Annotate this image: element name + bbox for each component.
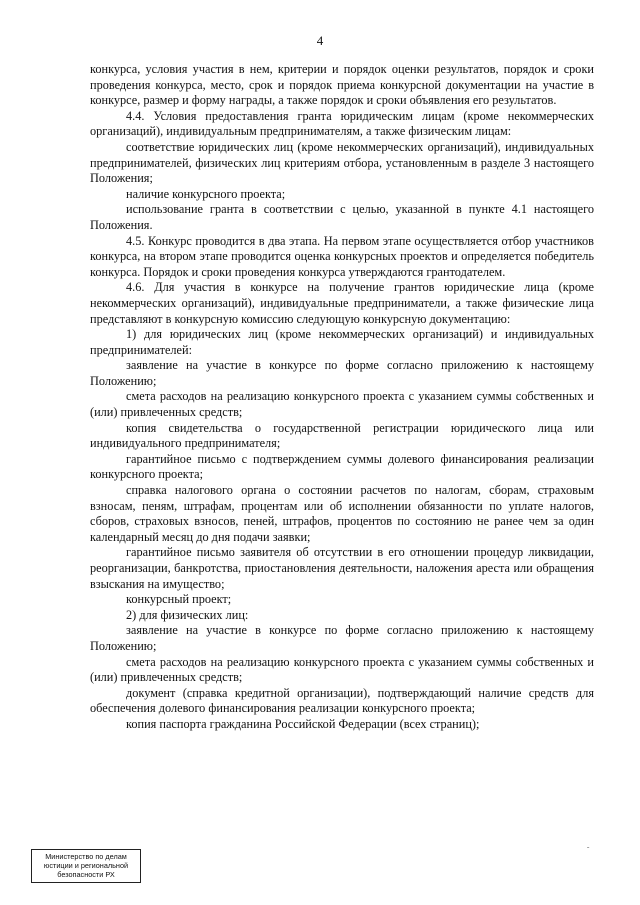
stamp-line: безопасности РХ (57, 870, 115, 879)
paragraph: документ (справка кредитной организации), подтверждающий наличие средств для обеспечения долевого финансирования реализации конкурсного проекта; (90, 685, 594, 716)
paragraph: гарантийное письмо с подтверждением суммы долевого финансирования реализации конкурсного проекта; (90, 451, 594, 482)
paragraph: 4.5. Конкурс проводится в два этапа. На первом этапе осуществляется отбор участников конкурса, на втором этапе проводится оценка конкурсных проектов и определяется победитель конкурса. Порядок и сроки проведения конкурса утверждаются грантодателем. (90, 233, 594, 279)
paragraph: копия паспорта гражданина Российской Федерации (всех страниц); (126, 716, 480, 731)
paragraph: смета расходов на реализацию конкурсного проекта с указанием суммы собственных и (или) привлеченных средств; (90, 389, 594, 420)
paragraph: копия свидетельства о государственной регистрации юридического лица или индивидуального предпринимателя; (90, 420, 594, 451)
paragraph: конкурсный проект; (126, 592, 232, 607)
scan-mark-icon: ˇ (587, 846, 590, 854)
document-body (90, 62, 594, 733)
paragraph: 1) для юридических лиц (кроме некоммерческих организаций) и индивидуальных предпринимателей: (90, 327, 594, 357)
paragraph: 4.6. Для участия в конкурсе на получение грантов юридические лица (кроме некоммерческих организаций), индивидуальные предприниматели, а также физические лица представляют в конкурсную комиссию следующую конкурсную документацию: (90, 280, 594, 326)
stamp-line: Министерство по делам (45, 852, 127, 861)
paragraph: использование гранта в соответствии с целью, указанной в пункте 4.1 настоящего Положения. (90, 202, 594, 232)
paragraph: гарантийное письмо заявителя об отсутствии в его отношении процедур ликвидации, реорганизации, банкротства, приостановления деятельности, наложения ареста или обращения взыскания на имущество; (90, 545, 594, 591)
paragraph: 4.4. Условия предоставления гранта юридическим лицам (кроме некоммерческих организаций), индивидуальным предпринимателям, а также физическим лицам: (90, 108, 594, 139)
paragraph: 2) для физических лиц: (126, 607, 249, 622)
paragraph: справка налогового органа о состоянии расчетов по налогам, сборам, страховым взносам, пеням, штрафам, процентам или об исполнении обязанности по уплате налогов, сборов, страховых взносов, пеней, штрафов, процентов по состоянию не ранее чем за один календарный месяц до дня подачи заявки; (90, 483, 594, 544)
paragraph: заявление на участие в конкурсе по форме согласно приложению к настоящему Положению; (90, 623, 594, 653)
paragraph: наличие конкурсного проекта; (126, 186, 286, 201)
ministry-stamp (31, 849, 141, 883)
stamp-line: юстиции и региональной (43, 861, 129, 870)
paragraph: соответствие юридических лиц (кроме некоммерческих организаций), индивидуальных предпринимателей, физических лиц критериям отбора, установленным в разделе 3 настоящего Положения; (90, 139, 594, 186)
paragraph: конкурса, условия участия в нем, критерии и порядок оценки результатов, порядок и сроки проведения конкурса, место, срок и порядок приема конкурсной документации на участие в конкурсе, размер и форму награды, а также порядок и сроки объявления его результатов. (90, 62, 594, 108)
page-number: 4 (316, 33, 324, 48)
paragraph: смета расходов на реализацию конкурсного проекта с указанием суммы собственных и (или) привлеченных средств; (90, 654, 594, 685)
paragraph: заявление на участие в конкурсе по форме согласно приложению к настоящему Положению; (90, 358, 594, 388)
